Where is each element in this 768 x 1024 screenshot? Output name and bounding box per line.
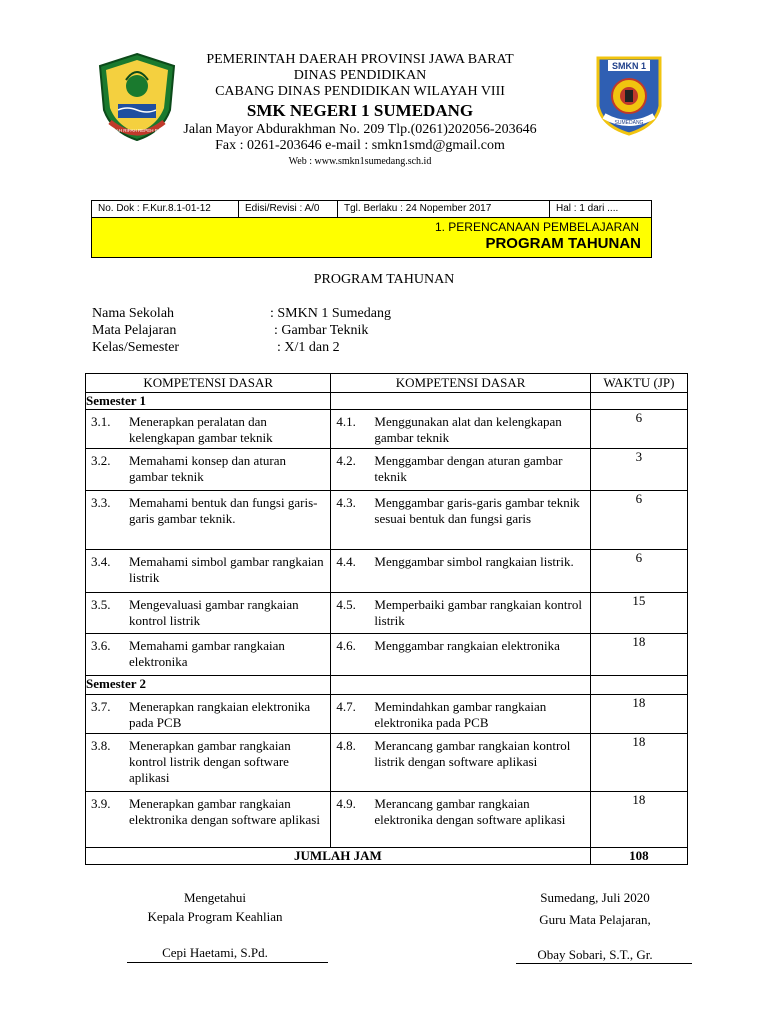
document-title: PROGRAM TAHUNAN: [485, 235, 641, 252]
info-school-value: : SMKN 1 Sumedang: [270, 306, 391, 321]
document-control-box: [91, 200, 652, 258]
header-school-name: SMK NEGERI 1 SUMEDANG: [246, 101, 474, 120]
svg-text:GEMAH RIPAH REPEH RAPIH: GEMAH RIPAH REPEH RAPIH: [105, 128, 169, 133]
svg-text:SMKN 1: SMKN 1: [611, 61, 647, 71]
header-province: PEMERINTAH DAERAH PROVINSI JAWA BARAT: [206, 52, 514, 67]
signature-left-acknowledge: Mengetahui: [183, 890, 247, 905]
semester-row: [86, 676, 688, 695]
document-title-band: [92, 218, 651, 257]
total-row: [86, 848, 688, 865]
signature-left-underline: [127, 962, 328, 963]
header-branch: CABANG DINAS PENDIDIKAN WILAYAH VIII: [215, 84, 505, 99]
jp-value: 18: [590, 695, 687, 734]
info-class-label: Kelas/Semester: [92, 340, 180, 355]
info-school-label: Nama Sekolah: [92, 306, 175, 321]
kd-text: Merancang gambar rangkaian kontrol listrik dengan software aplikasi: [374, 738, 571, 769]
header-agency: DINAS PENDIDIKAN: [293, 68, 427, 83]
header-fax-email: Fax : 0261-203646 e-mail : smkn1smd@gmail.com: [215, 138, 505, 153]
header-kd-skill: KOMPETENSI DASAR: [331, 374, 590, 393]
kd-text: Menggambar garis-garis gambar teknik sesuai bentuk dan fungsi garis: [374, 495, 580, 526]
table-row: 3.7. Menerapkan rangkaian elektronika pada PCB 4.7. Memindahkan gambar rangkaian elektronika pada PCB 18: [86, 695, 688, 734]
kd-text: Merancang gambar rangkaian elektronika dengan software aplikasi: [374, 796, 566, 827]
signature-right-underline: [516, 963, 692, 964]
table-row: 3.4. Memahami simbol gambar rangkaian listrik 4.4. Menggambar simbol rangkaian listrik. 6: [86, 550, 688, 593]
kd-text: Memahami bentuk dan fungsi garis-garis gambar teknik.: [129, 495, 318, 526]
info-subject-label: Mata Pelajaran: [92, 323, 177, 338]
semester-2-label: Semester 2: [86, 676, 331, 695]
svg-text:SUMEDANG: SUMEDANG: [614, 120, 644, 126]
semester-row: [86, 393, 688, 410]
header-time-jp: WAKTU (JP): [590, 374, 687, 393]
kd-text: Menerapkan peralatan dan kelengkapan gambar teknik: [129, 414, 273, 445]
kd-text: Menggambar rangkaian elektronika: [374, 638, 560, 653]
jp-value: 15: [590, 593, 687, 634]
page-title: PROGRAM TAHUNAN: [313, 272, 455, 287]
table-row: 3.9. Menerapkan gambar rangkaian elektronika dengan software aplikasi 4.9. Merancang gambar rangkaian elektronika dengan software aplikasi 18: [86, 792, 688, 848]
jp-value: 18: [590, 792, 687, 848]
info-subject-value: : Gambar Teknik: [274, 323, 369, 338]
table-row: 3.2. Memahami konsep dan aturan gambar teknik 4.2. Menggambar dengan aturan gambar teknik 3: [86, 449, 688, 491]
jp-value: 18: [590, 734, 687, 792]
kd-text: Memindahkan gambar rangkaian elektronika pada PCB: [374, 699, 547, 730]
jp-value: 6: [590, 491, 687, 550]
document-subtitle: 1. PERENCANAAN PEMBELAJARAN: [434, 220, 639, 234]
kd-text: Memahami simbol gambar rangkaian listrik: [129, 554, 324, 585]
table-row: 3.1. Menerapkan peralatan dan kelengkapan gambar teknik 4.1. Menggunakan alat dan kelengkapan gambar teknik 6: [86, 410, 688, 449]
semester-1-label: Semester 1: [86, 393, 331, 410]
table-row: 3.6. Memahami gambar rangkaian elektronika 4.6. Menggambar rangkaian elektronika 18: [86, 634, 688, 676]
header-address: Jalan Mayor Abdurakhman No. 209 Tlp.(0261)202056-203646: [183, 122, 537, 137]
total-value: 108: [590, 848, 687, 865]
table-row: 3.3. Memahami bentuk dan fungsi garis-garis gambar teknik. 4.3. Menggambar garis-garis gambar teknik sesuai bentuk dan fungsi garis 6: [86, 491, 688, 550]
header-web: Web : www.smkn1sumedang.sch.id: [288, 156, 432, 167]
kd-text: Menggambar simbol rangkaian listrik.: [374, 554, 574, 569]
signature-right-title: Guru Mata Pelajaran,: [539, 912, 651, 927]
jp-value: 6: [590, 410, 687, 449]
signature-left-title: Kepala Program Keahlian: [147, 909, 283, 924]
document-info-row: [92, 201, 651, 218]
jp-value: 3: [590, 449, 687, 491]
kd-text: Memperbaiki gambar rangkaian kontrol listrik: [374, 597, 582, 628]
document-page: Hal : 1 dari ....: [556, 203, 619, 214]
kd-text: Menerapkan gambar rangkaian kontrol listrik dengan software aplikasi: [129, 738, 291, 785]
competency-table: [85, 373, 688, 865]
document-number: No. Dok : F.Kur.8.1-01-12: [92, 201, 239, 217]
kd-text: Memahami konsep dan aturan gambar teknik: [129, 453, 287, 484]
kd-text: Menggambar dengan aturan gambar teknik: [374, 453, 563, 484]
total-label: JUMLAH JAM: [86, 848, 591, 865]
kd-text: Memahami gambar rangkaian elektronika: [129, 638, 285, 669]
table-row: 3.8. Menerapkan gambar rangkaian kontrol listrik dengan software aplikasi 4.8. Merancang gambar rangkaian kontrol listrik dengan software aplikasi 18: [86, 734, 688, 792]
jp-value: 6: [590, 550, 687, 593]
document-effective-date: Tgl. Berlaku : 24 Nopember 2017: [338, 201, 550, 217]
signature-right-name: Obay Sobari, S.T., Gr.: [537, 947, 653, 962]
info-class-value: : X/1 dan 2: [277, 340, 340, 355]
table-header-row: [86, 374, 688, 393]
table-row: 3.5. Mengevaluasi gambar rangkaian kontrol listrik 4.5. Memperbaiki gambar rangkaian kontrol listrik 15: [86, 593, 688, 634]
header-kd-knowledge: KOMPETENSI DASAR: [86, 374, 331, 393]
smkn1-school-logo: [594, 54, 664, 136]
kd-text: Menerapkan gambar rangkaian elektronika dengan software aplikasi: [129, 796, 320, 827]
kd-text: Menerapkan rangkaian elektronika pada PCB: [129, 699, 311, 730]
document-edition: Edisi/Revisi : A/0: [239, 201, 338, 217]
kd-text: Mengevaluasi gambar rangkaian kontrol listrik: [129, 597, 299, 628]
signature-left-name: Cepi Haetami, S.Pd.: [162, 945, 268, 960]
jp-value: 18: [590, 634, 687, 676]
kd-text: Menggunakan alat dan kelengkapan gambar teknik: [374, 414, 562, 445]
signature-right-place-date: Sumedang, Juli 2020: [540, 890, 650, 905]
